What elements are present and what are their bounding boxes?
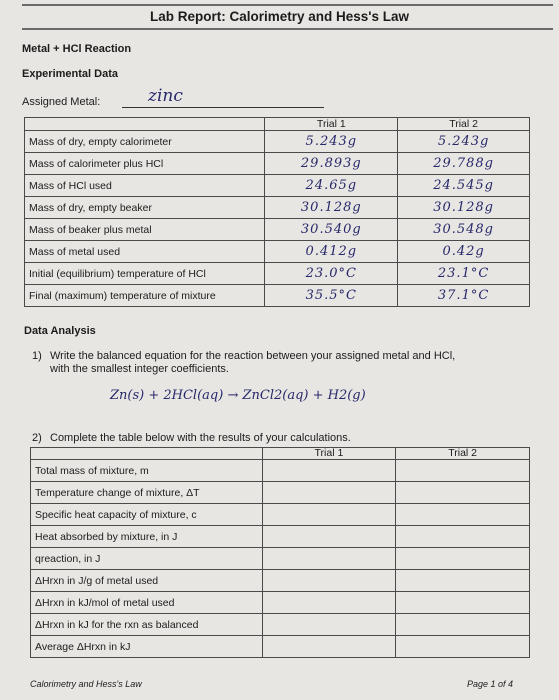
top-rule <box>22 4 553 6</box>
trial-2-cell[interactable] <box>396 592 530 614</box>
row-label: qreaction, in J <box>31 548 263 570</box>
header-trial-2: Trial 2 <box>396 448 530 460</box>
table-row <box>25 263 530 285</box>
table-row <box>31 504 530 526</box>
trial-1-cell[interactable] <box>262 460 396 482</box>
trial-2-value: 30.128g <box>398 197 530 219</box>
table-row <box>25 285 530 307</box>
table-row <box>25 197 530 219</box>
table-row <box>25 131 530 153</box>
trial-1-cell[interactable] <box>262 482 396 504</box>
balanced-equation-answer: Zn(s) + 2HCl(aq) → ZnCl2(aq) + H2(g) <box>110 388 366 403</box>
trial-1-value: 30.128g <box>265 197 398 219</box>
row-label: Mass of metal used <box>25 241 265 263</box>
experimental-heading: Experimental Data <box>22 68 118 80</box>
row-label: ΔHrxn in kJ/mol of metal used <box>31 592 263 614</box>
trial-1-cell[interactable] <box>262 570 396 592</box>
table-row <box>31 592 530 614</box>
table-row <box>31 570 530 592</box>
trial-2-cell[interactable] <box>396 636 530 658</box>
trial-1-value: 30.540g <box>265 219 398 241</box>
row-label: Mass of HCl used <box>25 175 265 197</box>
row-label: Mass of dry, empty beaker <box>25 197 265 219</box>
table-row <box>25 219 530 241</box>
row-label: Mass of calorimeter plus HCl <box>25 153 265 175</box>
assigned-metal-label: Assigned Metal: <box>22 96 101 108</box>
trial-1-cell[interactable] <box>262 592 396 614</box>
trial-1-value: 23.0°C <box>265 263 398 285</box>
trial-1-value: 24.65g <box>265 175 398 197</box>
question-1-text-line-1: Write the balanced equation for the reaction between your assigned metal and HCl, <box>50 350 456 362</box>
header-blank <box>25 118 265 131</box>
trial-2-cell[interactable] <box>396 548 530 570</box>
trial-2-cell[interactable] <box>396 570 530 592</box>
table-row <box>31 636 530 658</box>
footer-page-number: Page 1 of 4 <box>466 679 513 689</box>
row-label: Final (maximum) temperature of mixture <box>25 285 265 307</box>
trial-1-cell[interactable] <box>262 614 396 636</box>
header-trial-1: Trial 1 <box>262 448 396 460</box>
experimental-data-table <box>24 117 530 307</box>
row-label: Specific heat capacity of mixture, c <box>31 504 263 526</box>
trial-2-cell[interactable] <box>396 526 530 548</box>
table-row <box>25 153 530 175</box>
trial-2-cell[interactable] <box>396 482 530 504</box>
trial-1-value: 29.893g <box>265 153 398 175</box>
table-row <box>31 526 530 548</box>
trial-2-cell[interactable] <box>396 460 530 482</box>
header-trial-2: Trial 2 <box>398 118 530 131</box>
trial-2-value: 29.788g <box>398 153 530 175</box>
question-1-text-line-2: with the smallest integer coefficients. <box>50 363 229 375</box>
row-label: Mass of beaker plus metal <box>25 219 265 241</box>
trial-2-value: 0.42g <box>398 241 530 263</box>
header-blank <box>31 448 263 460</box>
row-label: Total mass of mixture, m <box>31 460 263 482</box>
title-rule <box>22 28 553 30</box>
trial-1-value: 0.412g <box>265 241 398 263</box>
trial-1-value: 35.5°C <box>265 285 398 307</box>
trial-1-cell[interactable] <box>262 636 396 658</box>
table-header-row <box>31 448 530 460</box>
section-title: Metal + HCl Reaction <box>22 43 132 55</box>
header-trial-1: Trial 1 <box>265 118 398 131</box>
question-2-number: 2) <box>32 432 42 444</box>
row-label: Mass of dry, empty calorimeter <box>25 131 265 153</box>
table-row <box>31 548 530 570</box>
footer-left: Calorimetry and Hess's Law <box>30 679 142 689</box>
row-label: Heat absorbed by mixture, in J <box>31 526 263 548</box>
row-label: ΔHrxn in kJ for the rxn as balanced <box>31 614 263 636</box>
data-analysis-heading: Data Analysis <box>24 325 96 337</box>
trial-2-value: 30.548g <box>398 219 530 241</box>
row-label: Average ΔHrxn in kJ <box>31 636 263 658</box>
calculations-table <box>30 447 530 658</box>
trial-2-cell[interactable] <box>396 614 530 636</box>
table-row <box>31 460 530 482</box>
row-label: ΔHrxn in J/g of metal used <box>31 570 263 592</box>
assigned-metal-value: zinc <box>148 86 183 106</box>
trial-1-cell[interactable] <box>262 526 396 548</box>
trial-2-value: 37.1°C <box>398 285 530 307</box>
trial-2-cell[interactable] <box>396 504 530 526</box>
trial-2-value: 5.243g <box>398 131 530 153</box>
row-label: Temperature change of mixture, ΔT <box>31 482 263 504</box>
table-row <box>25 241 530 263</box>
trial-2-value: 24.545g <box>398 175 530 197</box>
table-row <box>31 614 530 636</box>
row-label: Initial (equilibrium) temperature of HCl <box>25 263 265 285</box>
trial-2-value: 23.1°C <box>398 263 530 285</box>
table-header-row <box>25 118 530 131</box>
page-title: Lab Report: Calorimetry and Hess's Law <box>149 9 410 24</box>
trial-1-cell[interactable] <box>262 548 396 570</box>
table-row <box>31 482 530 504</box>
table-row <box>25 175 530 197</box>
trial-1-cell[interactable] <box>262 504 396 526</box>
assigned-metal-underline <box>122 107 324 108</box>
question-2-text: Complete the table below with the results of your calculations. <box>50 432 351 444</box>
trial-1-value: 5.243g <box>265 131 398 153</box>
question-1-number: 1) <box>32 350 42 362</box>
